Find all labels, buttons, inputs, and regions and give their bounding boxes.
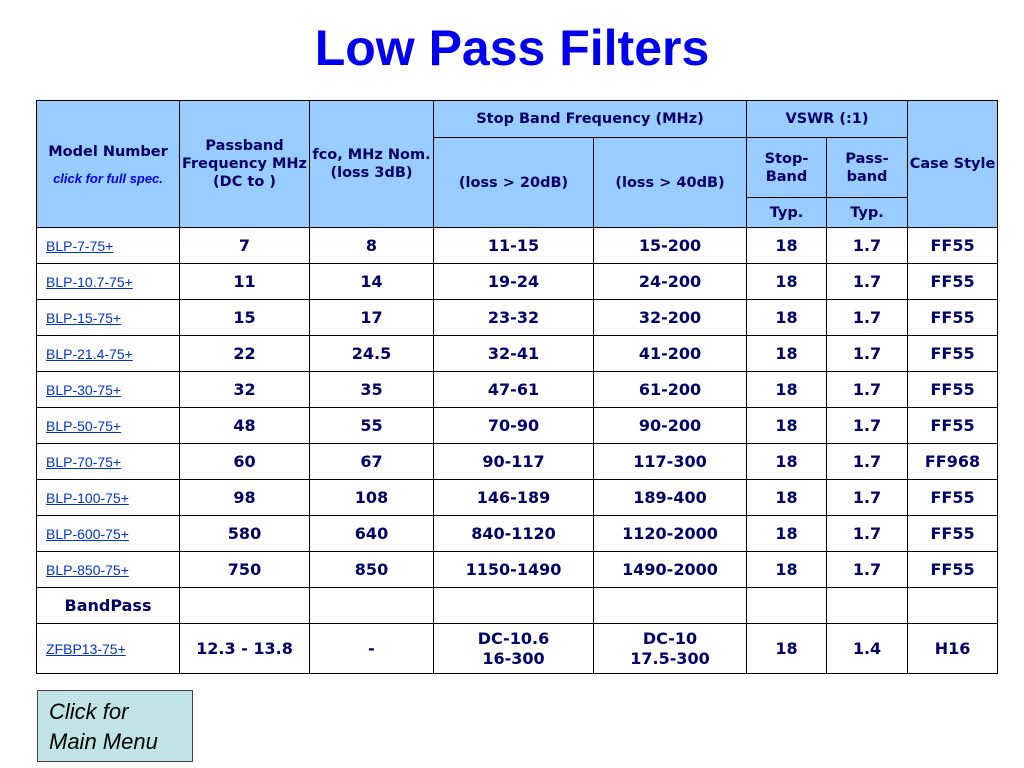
stop20-cell: 146-189 [434,480,594,516]
stop20-cell: 47-61 [434,372,594,408]
passband-cell: 7 [180,228,310,264]
stop20-cell: 840-1120 [434,516,594,552]
vswr-pass-cell: 1.4 [827,624,908,674]
vswr-stop-cell: 18 [747,336,827,372]
stop40-cell: 1490-2000 [594,552,747,588]
table-row [37,264,998,300]
stop40-cell: 1120-2000 [594,516,747,552]
model-cell [37,480,180,516]
main-menu-button[interactable] [37,690,193,762]
table-row [37,372,998,408]
vswr-stop-cell: 18 [747,372,827,408]
header-vswr-stopband: Stop-Band [747,138,827,198]
passband-cell: 48 [180,408,310,444]
table-row [37,624,998,674]
header-vswr-passband: Pass-band [827,138,908,198]
fco-cell: 850 [310,552,434,588]
model-cell [37,336,180,372]
main-menu-line1: Click for [49,699,129,724]
page-title: Low Pass Filters [314,20,710,76]
stop20-cell: 90-117 [434,444,594,480]
table-row [37,336,998,372]
stop20-cell: 19-24 [434,264,594,300]
vswr-stop-cell: 18 [747,408,827,444]
fco-cell: 35 [310,372,434,408]
model-cell [37,264,180,300]
case-cell: FF55 [908,264,998,300]
fco-cell: - [310,624,434,674]
header-model-sublabel: click for full spec. [53,170,163,186]
table-row [37,444,998,480]
main-menu-line2: Main Menu [49,729,158,754]
table-row [37,480,998,516]
model-link[interactable]: BLP-850-75+ [46,561,129,578]
stop40-cell: 61-200 [594,372,747,408]
header-stop-20db: (loss > 20dB) [434,138,594,228]
case-cell: FF55 [908,300,998,336]
model-link[interactable]: BLP-70-75+ [46,453,122,470]
case-cell: FF55 [908,516,998,552]
vswr-stop-cell: 18 [747,624,827,674]
header-typ-stopband: Typ. [747,198,827,228]
stop20-cell: 23-32 [434,300,594,336]
section-row [37,588,998,624]
model-link[interactable]: BLP-10.7-75+ [46,273,133,290]
fco-cell: 14 [310,264,434,300]
stop20-cell: 1150-1490 [434,552,594,588]
stop20-cell: 32-41 [434,336,594,372]
vswr-pass-cell: 1.7 [827,516,908,552]
vswr-stop-cell: 18 [747,444,827,480]
stop20-cell: 70-90 [434,408,594,444]
vswr-stop-cell: 18 [747,516,827,552]
table-row [37,408,998,444]
empty-cell [310,588,434,624]
passband-cell: 60 [180,444,310,480]
vswr-stop-cell: 18 [747,300,827,336]
vswr-pass-cell: 1.7 [827,444,908,480]
model-link[interactable]: BLP-21.4-75+ [46,345,133,362]
model-cell [37,408,180,444]
vswr-pass-cell: 1.7 [827,408,908,444]
model-cell [37,372,180,408]
header-passband: Passband Frequency MHz (DC to ) [180,101,310,228]
stop40-cell: 15-200 [594,228,747,264]
fco-cell: 67 [310,444,434,480]
case-cell: FF55 [908,480,998,516]
table-row [37,228,998,264]
stop40-cell: 189-400 [594,480,747,516]
case-cell: FF55 [908,336,998,372]
stop40-cell: 24-200 [594,264,747,300]
stop40-cell: 32-200 [594,300,747,336]
vswr-pass-cell: 1.7 [827,552,908,588]
passband-cell: 12.3 - 13.8 [180,624,310,674]
stop40-cell: 117-300 [594,444,747,480]
header-model-number [37,101,180,228]
stop20-line1: DC-10.6 [477,628,550,648]
vswr-stop-cell: 18 [747,228,827,264]
stop40-cell [594,624,747,674]
case-cell: FF55 [908,552,998,588]
vswr-stop-cell: 18 [747,264,827,300]
model-link[interactable]: BLP-30-75+ [46,381,122,398]
model-link[interactable]: BLP-600-75+ [46,525,129,542]
filter-spec-table [36,100,998,674]
model-cell [37,624,180,674]
empty-cell [827,588,908,624]
passband-cell: 22 [180,336,310,372]
model-link[interactable]: BLP-100-75+ [46,489,129,506]
passband-cell: 32 [180,372,310,408]
model-cell [37,516,180,552]
table-row [37,516,998,552]
model-cell [37,552,180,588]
header-fco: fco, MHz Nom. (loss 3dB) [310,101,434,228]
vswr-stop-cell: 18 [747,480,827,516]
case-cell: H16 [908,624,998,674]
empty-cell [434,588,594,624]
vswr-pass-cell: 1.7 [827,336,908,372]
model-link[interactable]: ZFBP13-75+ [46,640,126,657]
empty-cell [908,588,998,624]
header-vswr: VSWR (:1) [747,101,908,138]
model-link[interactable]: BLP-50-75+ [46,417,122,434]
model-cell [37,300,180,336]
case-cell: FF55 [908,228,998,264]
empty-cell [594,588,747,624]
vswr-stop-cell: 18 [747,552,827,588]
case-cell: FF968 [908,444,998,480]
vswr-pass-cell: 1.7 [827,372,908,408]
header-stop-40db: (loss > 40dB) [594,138,747,228]
header-stopband: Stop Band Frequency (MHz) [434,101,747,138]
table-row [37,300,998,336]
stop40-line2: 17.5-300 [630,648,710,668]
passband-cell: 11 [180,264,310,300]
fco-cell: 55 [310,408,434,444]
empty-cell [747,588,827,624]
fco-cell: 8 [310,228,434,264]
stop20-line2: 16-300 [482,648,545,668]
empty-cell [180,588,310,624]
passband-cell: 98 [180,480,310,516]
case-cell: FF55 [908,408,998,444]
model-cell [37,444,180,480]
passband-cell: 15 [180,300,310,336]
fco-cell: 17 [310,300,434,336]
model-link[interactable]: BLP-15-75+ [46,309,122,326]
passband-cell: 750 [180,552,310,588]
stop20-cell: 11-15 [434,228,594,264]
header-typ-passband: Typ. [827,198,908,228]
section-label-bandpass: BandPass [37,588,180,624]
fco-cell: 24.5 [310,336,434,372]
vswr-pass-cell: 1.7 [827,228,908,264]
fco-cell: 108 [310,480,434,516]
model-cell [37,228,180,264]
header-model-label: Model Number [48,143,168,160]
stop40-cell: 41-200 [594,336,747,372]
vswr-pass-cell: 1.7 [827,480,908,516]
stop40-line1: DC-10 [642,628,698,648]
vswr-pass-cell: 1.7 [827,264,908,300]
case-cell: FF55 [908,372,998,408]
vswr-pass-cell: 1.7 [827,300,908,336]
passband-cell: 580 [180,516,310,552]
stop40-cell: 90-200 [594,408,747,444]
stop20-cell [434,624,594,674]
model-link[interactable]: BLP-7-75+ [46,237,114,254]
fco-cell: 640 [310,516,434,552]
header-case-style: Case Style [908,101,998,228]
table-row [37,552,998,588]
